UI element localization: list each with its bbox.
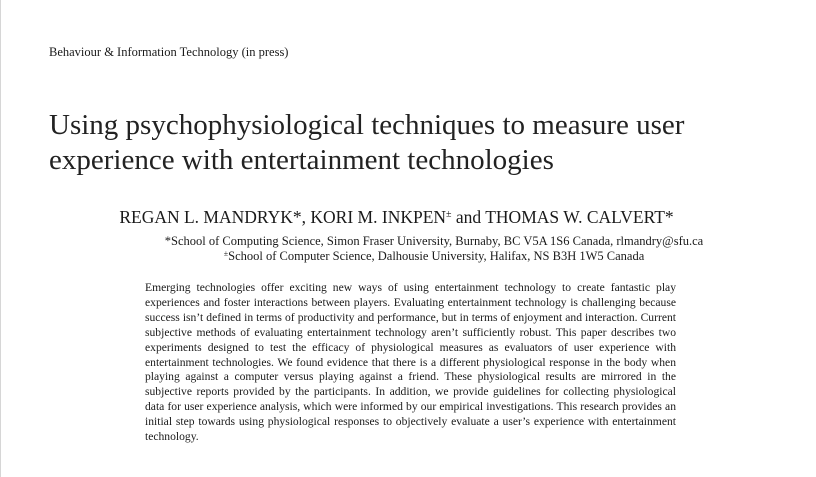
affiliations: [0, 234, 816, 264]
affiliation-mark: *: [292, 207, 302, 227]
affiliation-line: [0, 249, 816, 264]
affiliation-mark: *: [664, 207, 674, 227]
paper-title-line-2: experience with entertainment technologies: [49, 144, 554, 176]
paper-title: [49, 108, 789, 178]
affiliation-text: School of Computer Science, Dalhousie University, Halifax, NS B3H 1W5 Canada: [228, 249, 645, 263]
author-name: THOMAS W. CALVERT: [485, 207, 665, 227]
author-conjunction: and: [451, 207, 486, 227]
author-list: [0, 206, 793, 228]
affiliation-mark: ±: [223, 249, 229, 258]
affiliation-line: [0, 234, 816, 249]
author-name: REGAN L. MANDRYK: [119, 207, 293, 227]
author-separator: ,: [301, 207, 311, 227]
affiliation-text: School of Computing Science, Simon Fraser University, Burnaby, BC V5A 1S6 Canada, rlmandry@sfu.ca: [171, 234, 704, 248]
author-name: KORI M. INKPEN: [310, 207, 447, 227]
affiliation-mark: ±: [446, 209, 452, 220]
affiliation-mark: *: [164, 234, 172, 248]
abstract: Emerging technologies offer exciting new ways of using entertainment technology to create fantastic play experiences and foster interactions between players. Evaluating entertainment technology is challenging because success isn’t defined in terms of productivity and performance, but in terms of enjoyment and interaction. Current subjective methods of evaluating entertainment technology aren’t sufficiently robust. This paper describes two experiments designed to test the efficacy of physiological measures as evaluators of user experience with entertainment technologies. We found evidence that there is a different physiological response in the body when playing against a computer versus playing against a friend. These physiological results are mirrored in the subjective reports provided by the participants. In addition, we provide guidelines for collecting physiological data for user experience analysis, which were informed by our empirical investigations. This research provides an initial step towards using physiological responses to objectively evaluate a user’s experience with entertainment technology.: [145, 281, 676, 444]
journal-header: Behaviour & Information Technology (in press): [49, 45, 289, 59]
paper-title-line-1: Using psychophysiological techniques to measure user: [49, 109, 685, 141]
